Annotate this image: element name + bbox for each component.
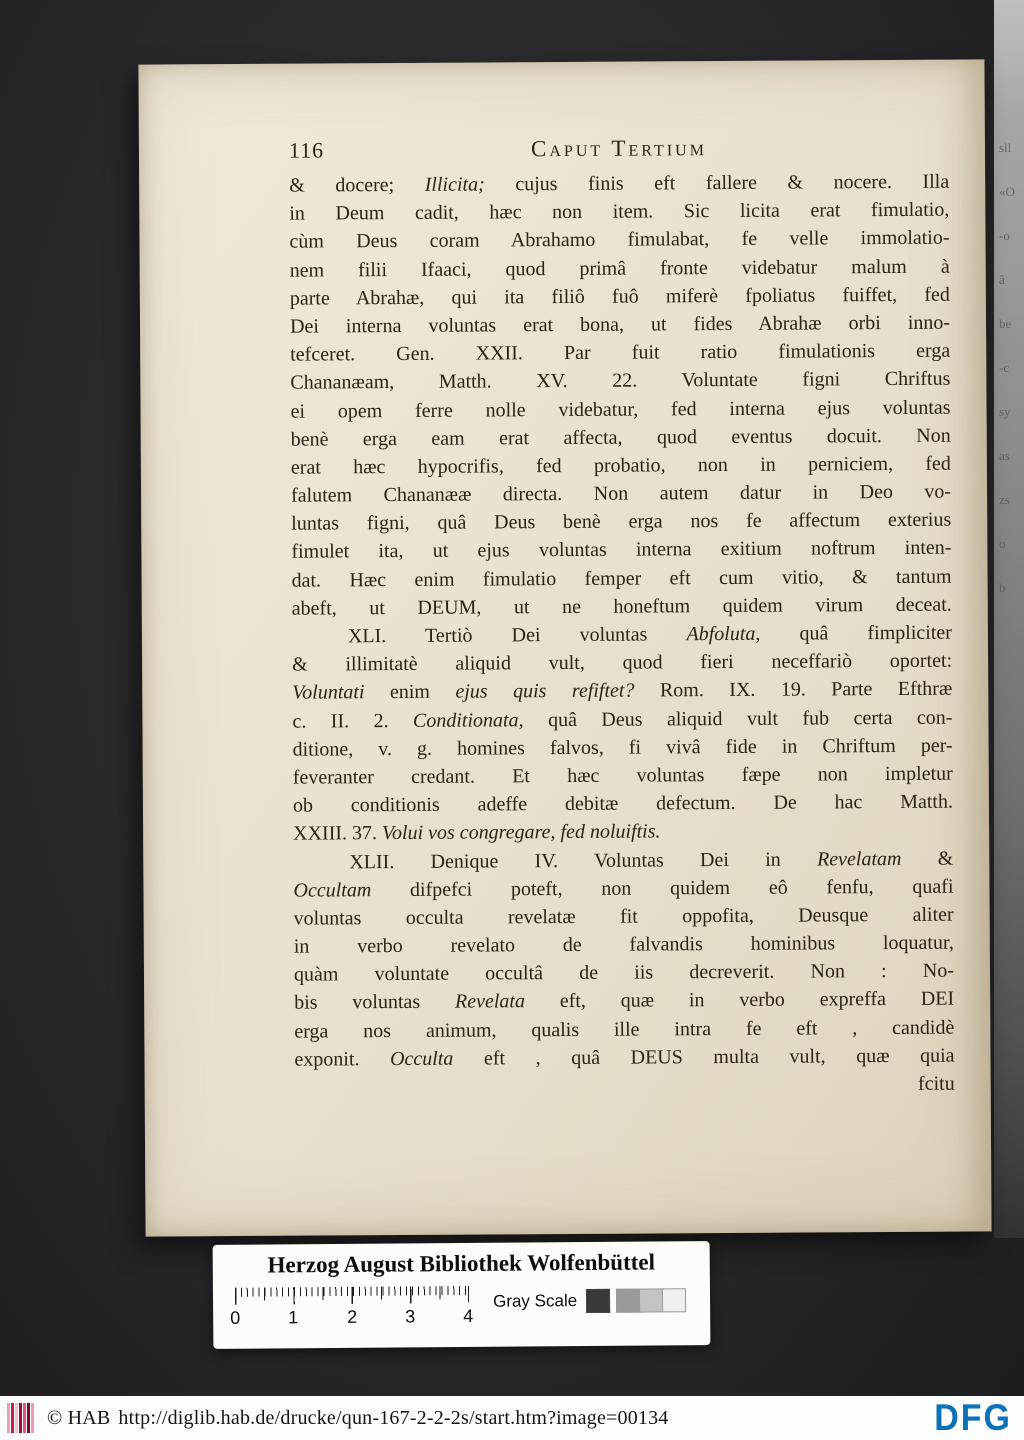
text-line: & docere; Illicita; cujus finis eft fallere & nocere. Illa bbox=[289, 170, 950, 197]
text-line: ditione, v. g. homines falvos, fi vivâ fide in Chriftum per- bbox=[292, 734, 953, 761]
text-line: erga nos animum, qualis ille intra fe eft , candidè bbox=[294, 1016, 955, 1043]
ruler-number: 2 bbox=[347, 1306, 358, 1327]
dfg-logo: DFG bbox=[934, 1396, 1012, 1438]
text-line: XXIII. 37. Volui vos congregare, fed noluiftis. bbox=[293, 820, 661, 845]
text-line: luntas figni, quâ Deus benè erga nos fe affectum exterius bbox=[291, 508, 952, 535]
text-line: Dei interna voluntas erat bona, ut fides Abrahæ orbi inno- bbox=[289, 311, 951, 338]
text-line: tefceret. Gen. XXII. Par fuit ratio fimulationis erga bbox=[290, 339, 951, 366]
text-line: benè erga eam erat affecta, quod eventus docuit. Non bbox=[290, 424, 951, 451]
gray-scale-label: Gray Scale bbox=[492, 1291, 578, 1311]
library-name: Herzog August Bibliothek Wolfenbüttel bbox=[267, 1249, 656, 1278]
text-line: c. II. 2. Conditionata, quâ Deus aliquid vult fub certa con- bbox=[292, 706, 953, 733]
text-line: nem filii Ifaaci, quod primâ fronte videbatur malum à bbox=[289, 255, 950, 282]
text-line: feveranter credant. Et hæc voluntas fæpe non impletur bbox=[292, 762, 953, 789]
source-line bbox=[47, 1407, 669, 1430]
source-url: http://diglib.hab.de/drucke/qun-167-2-2-2s/start.htm?image=00134 bbox=[118, 1406, 669, 1429]
gray-scale-patches bbox=[587, 1288, 686, 1313]
library-scale-card bbox=[213, 1241, 711, 1349]
footer-bar bbox=[0, 1396, 1024, 1440]
text-line: bis voluntas Revelata eft, quæ in verbo expreffa DEI bbox=[294, 988, 955, 1015]
text-line: erat hæc hypocrifis, fed probatio, non in perniciem, fed bbox=[290, 452, 951, 479]
text-line: in verbo revelato de falvandis hominibus loquatur, bbox=[293, 931, 954, 958]
text-line: ei opem ferre nolle videbatur, fed interna ejus voluntas bbox=[290, 396, 951, 423]
ruler bbox=[230, 1286, 474, 1332]
book-fore-edge bbox=[994, 0, 1024, 1238]
facing-page-showthrough: sll «O -o â be -c sy as zs o b bbox=[999, 140, 1015, 595]
book-page bbox=[138, 59, 991, 1236]
text-line: parte Abrahæ, qui ita filiô fuô miferè fpoliatus fuiffet, fed bbox=[289, 283, 950, 310]
ruler-number: 3 bbox=[405, 1306, 416, 1327]
text-line: voluntas occulta revelatæ fit oppofita, Deusque aliter bbox=[293, 903, 954, 930]
ruler-number: 1 bbox=[288, 1307, 299, 1328]
text-line: quàm voluntate occultâ de iis decreverit. Non : No- bbox=[293, 959, 955, 986]
ruler-number: 0 bbox=[230, 1307, 241, 1328]
page-header bbox=[289, 134, 949, 172]
text-line: dat. Hæc enim fimulatio femper eft cum vitio, & tantum bbox=[291, 565, 952, 592]
ruler-ticks bbox=[235, 1286, 469, 1305]
text-line: abeft, ut DEUM, ut ne honeftum quidem virum deceat. bbox=[291, 593, 952, 620]
gray-patch bbox=[586, 1289, 610, 1313]
text-line: XLI. Tertiò Dei voluntas Abfoluta, quâ fimpliciter bbox=[347, 621, 952, 648]
ruler-number: 4 bbox=[463, 1305, 474, 1326]
page-text bbox=[289, 134, 955, 1102]
text-line: Voluntati enim ejus quis refiftet? Rom. IX. 19. Parte Efthræ bbox=[292, 678, 953, 705]
text-line: ob conditionis adeffe debitæ defectum. De hac Matth. bbox=[292, 790, 954, 817]
gray-patch bbox=[662, 1288, 686, 1312]
gray-scale bbox=[493, 1288, 686, 1314]
page-number: 116 bbox=[288, 137, 325, 163]
scale-row bbox=[213, 1284, 710, 1332]
text-line: Occultam difpefci poteft, non quidem eô fenfu, quafi bbox=[293, 875, 954, 902]
ruler-numbers bbox=[230, 1305, 474, 1332]
gray-patch bbox=[639, 1288, 663, 1312]
text-line: Chananæam, Matth. XV. 22. Voluntate figni Chriftus bbox=[290, 367, 951, 394]
catchword: fcitu bbox=[917, 1072, 955, 1095]
text-line: falutem Chananææ directa. Non autem datur in Deo vo- bbox=[290, 480, 952, 507]
text-line: cùm Deus coram Abrahamo fimulabat, fe velle immolatio- bbox=[289, 227, 950, 254]
body-text bbox=[289, 168, 954, 1074]
text-line: & illimitatè aliquid vult, quod fieri neceffariò oportet: bbox=[292, 649, 953, 676]
color-calibration-icon bbox=[7, 1403, 35, 1433]
running-header: Caput Tertium bbox=[530, 135, 707, 162]
gray-patch bbox=[616, 1289, 640, 1313]
text-line: in Deum cadit, hæc non item. Sic licita erat fimulatio, bbox=[289, 198, 950, 225]
text-line: fimulet ita, ut ejus voluntas interna exitium noftrum inten- bbox=[291, 537, 952, 564]
text-line: exponit. Occulta eft , quâ DEUS multa vult, quæ quia bbox=[294, 1044, 955, 1071]
copyright-label: © HAB bbox=[47, 1406, 111, 1429]
text-line: XLII. Denique IV. Voluntas Dei in Revelatam & bbox=[349, 847, 954, 873]
